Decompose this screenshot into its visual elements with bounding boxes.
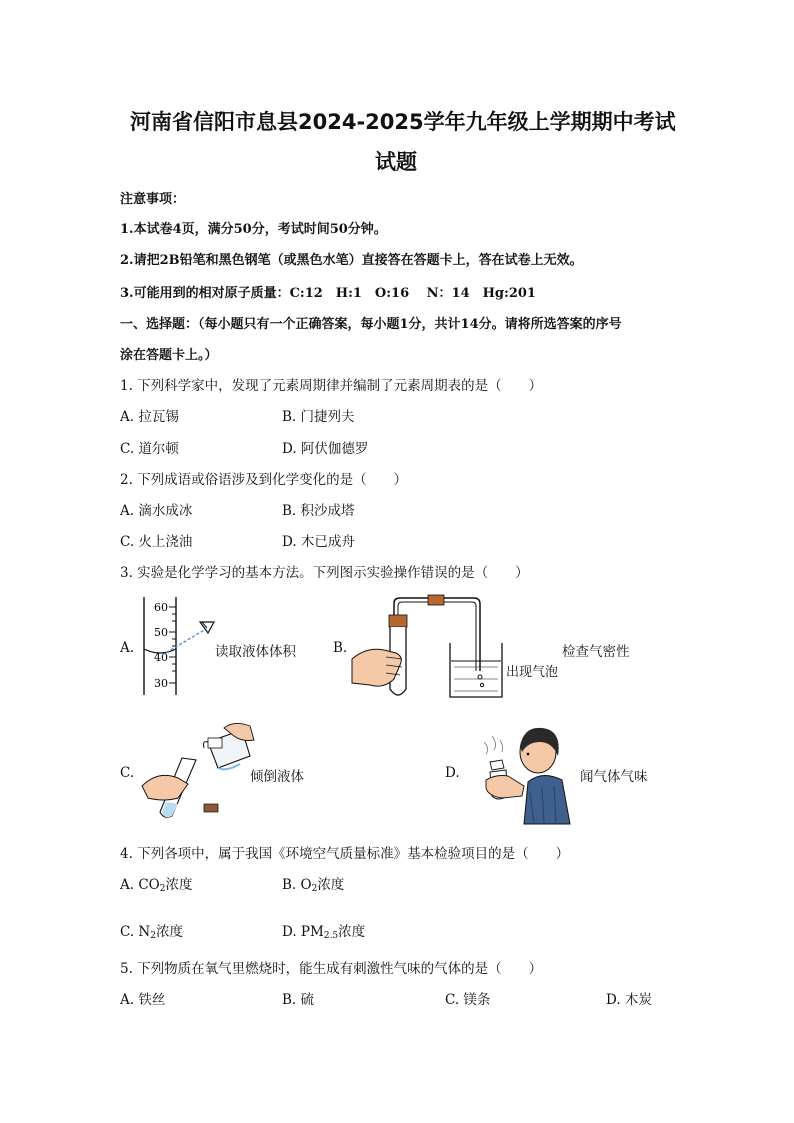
option-a-subscript: 2 bbox=[159, 884, 166, 894]
question-3-option-c-letter: C. bbox=[120, 765, 135, 781]
question-5-stem: 5. 下列物质在氧气里燃烧时，能生成有刺激性气味的气体的是（ ） bbox=[120, 961, 543, 977]
pouring-liquid-figure bbox=[138, 722, 258, 820]
option-b-suffix: 浓度 bbox=[317, 877, 345, 893]
question-5-option-d: D. 木炭 bbox=[606, 992, 652, 1008]
question-4-option-b bbox=[282, 873, 344, 894]
question-3-option-a-caption: 读取液体体积 bbox=[215, 644, 296, 660]
notes-heading: 注意事项： bbox=[120, 192, 186, 207]
note-item-2: 2.请把2B铅笔和黑色钢笔（或黑色水笔）直接答在答题卡上，答在试卷上无效。 bbox=[120, 253, 583, 268]
question-1-option-d: D. 阿伏伽德罗 bbox=[282, 441, 369, 457]
question-3-option-d-caption: 闻气体气味 bbox=[580, 769, 648, 785]
question-3-option-c-caption: 倾倒液体 bbox=[250, 769, 304, 785]
question-2-option-a: A. 滴水成冰 bbox=[120, 503, 193, 519]
cylinder-tick-label: 30 bbox=[154, 677, 168, 690]
option-d-suffix: 浓度 bbox=[338, 924, 366, 940]
option-a-suffix: 浓度 bbox=[165, 877, 193, 893]
gas-tightness-figure bbox=[350, 593, 510, 703]
question-2-option-b: B. 积沙成塔 bbox=[282, 503, 355, 519]
option-a-prefix: A. CO bbox=[120, 877, 160, 893]
question-1-option-a: A. 拉瓦锡 bbox=[120, 409, 179, 425]
exam-title-line1: 河南省信阳市息县2024-2025学年九年级上学期期中考试 bbox=[130, 110, 676, 134]
option-c-prefix: C. N bbox=[120, 924, 151, 940]
note-item-3: 3.可能用到的相对原子质量：C:12 H:1 O:16 N：14 Hg:201 bbox=[120, 286, 536, 301]
question-3-option-a-letter: A. bbox=[120, 640, 135, 656]
question-3-option-b-bubble-label: 出现气泡 bbox=[506, 665, 559, 680]
cylinder-tick-label: 50 bbox=[154, 626, 168, 639]
smelling-gas-figure bbox=[482, 722, 574, 826]
exam-title-line2: 试题 bbox=[375, 150, 417, 174]
option-b-subscript: 2 bbox=[311, 884, 318, 894]
cylinder-tick-label: 40 bbox=[154, 651, 168, 664]
question-4-option-a bbox=[120, 873, 192, 894]
question-5-option-b: B. 硫 bbox=[282, 992, 315, 1008]
graduated-cylinder-figure bbox=[136, 595, 226, 699]
question-5-option-c: C. 镁条 bbox=[445, 992, 491, 1008]
question-4-option-c bbox=[120, 920, 183, 941]
section1-heading-line2: 涂在答题卡上。） bbox=[120, 348, 218, 363]
option-b-prefix: B. O bbox=[282, 877, 312, 893]
question-4-option-d bbox=[282, 920, 365, 941]
question-3-option-d-letter: D. bbox=[445, 765, 460, 781]
section1-heading-line1: 一、选择题：（每小题只有一个正确答案，每小题1分，共计14分。请将所选答案的序号 bbox=[120, 317, 622, 332]
question-1-stem: 1. 下列科学家中，发现了元素周期律并编制了元素周期表的是（ ） bbox=[120, 378, 543, 394]
question-4-stem: 4. 下列各项中，属于我国《环境空气质量标准》基本检验项目的是（ ） bbox=[120, 846, 570, 862]
question-3-stem: 3. 实验是化学学习的基本方法。下列图示实验操作错误的是（ ） bbox=[120, 565, 529, 581]
option-d-prefix: D. PM bbox=[282, 924, 324, 940]
question-1-option-b: B. 门捷列夫 bbox=[282, 409, 355, 425]
question-2-stem: 2. 下列成语或俗语涉及到化学变化的是（ ） bbox=[120, 472, 408, 488]
question-3-option-b-caption: 检查气密性 bbox=[562, 644, 630, 660]
question-2-option-d: D. 木已成舟 bbox=[282, 534, 355, 550]
question-1-option-c: C. 道尔顿 bbox=[120, 441, 179, 457]
question-5-option-a: A. 铁丝 bbox=[120, 992, 166, 1008]
cylinder-tick-label: 60 bbox=[154, 601, 168, 614]
note-item-1: 1.本试卷4页，满分50分，考试时间50分钟。 bbox=[120, 222, 387, 237]
option-c-suffix: 浓度 bbox=[155, 924, 183, 940]
option-d-subscript: 2.5 bbox=[323, 931, 339, 941]
question-2-option-c: C. 火上浇油 bbox=[120, 534, 193, 550]
question-3-option-b-letter: B. bbox=[333, 640, 348, 656]
option-c-subscript: 2 bbox=[150, 931, 156, 941]
